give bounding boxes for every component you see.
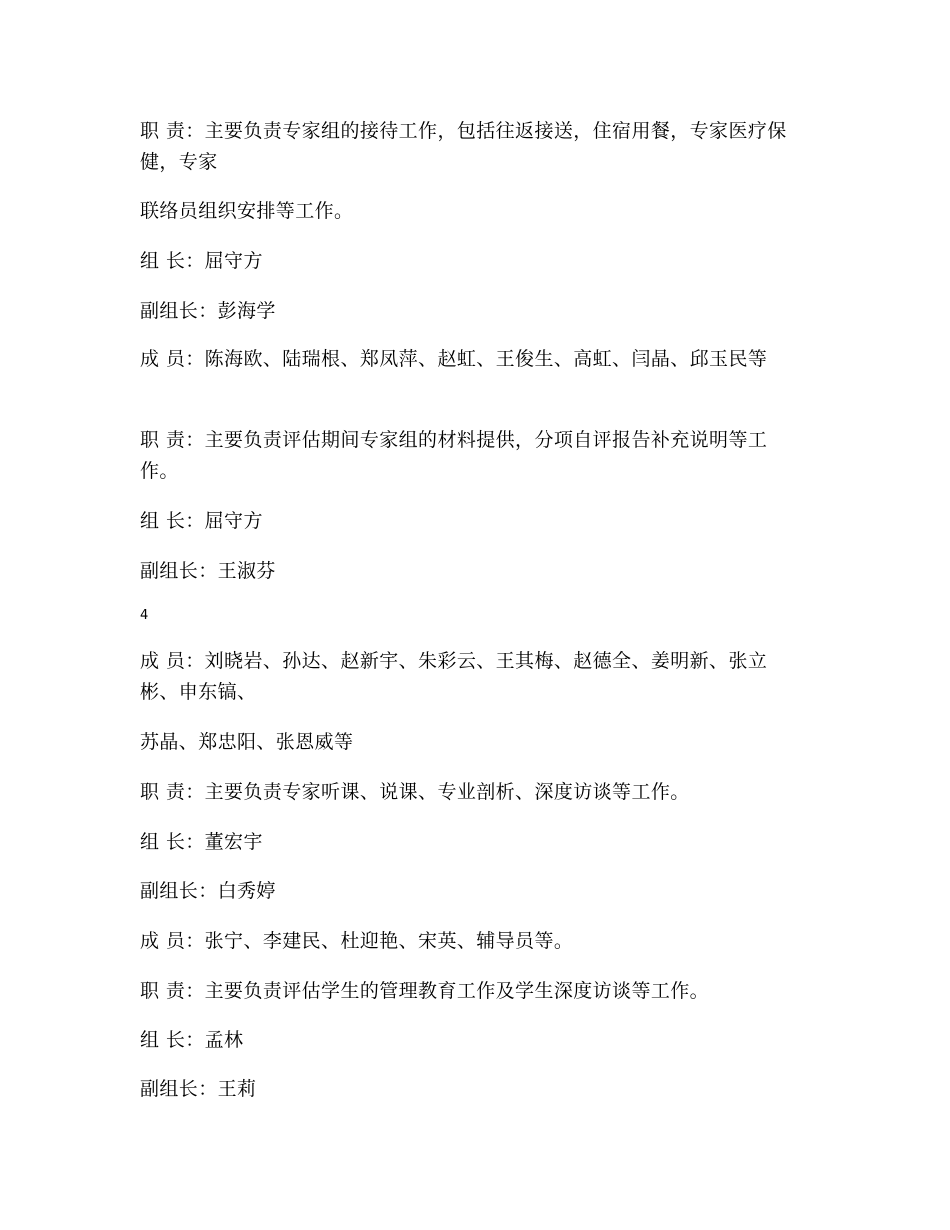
page-number: 4 [140,608,149,623]
duty-paragraph-continuation: 联络员组织安排等工作。 [140,200,354,222]
deputy-leader-line: 副组长：白秀婷 [140,880,276,902]
duty-paragraph-students: 职 责：主要负责评估学生的管理教育工作及学生深度访谈等工作。 [140,980,710,1002]
duty-paragraph-lectures: 职 责：主要负责专家听课、说课、专业剖析、深度访谈等工作。 [140,781,690,803]
deputy-leader-line: 副组长：彭海学 [140,300,276,322]
duty-paragraph-materials: 职 责：主要负责评估期间专家组的材料提供，分项自评报告补充说明等工作。 [140,429,768,482]
group-leader-line: 组 长：屈守方 [140,510,263,532]
members-line: 成 员：陈海欧、陆瑞根、郑凤萍、赵虹、王俊生、高虹、闫晶、邱玉民等 [140,348,768,370]
members-line: 成 员：张宁、李建民、杜迎艳、宋英、辅导员等。 [140,930,574,952]
group-leader-line: 组 长：孟林 [140,1029,244,1051]
group-leader-line: 组 长：屈守方 [140,250,263,272]
members-line: 成 员：刘晓岩、孙达、赵新宇、朱彩云、王其梅、赵德全、姜明新、张立彬、申东镐、 [140,650,768,703]
deputy-leader-line: 副组长：王莉 [140,1078,257,1100]
members-line-continuation: 苏晶、郑忠阳、张恩威等 [140,731,354,753]
deputy-leader-line: 副组长：王淑芬 [140,560,276,582]
duty-paragraph-reception: 职 责：主要负责专家组的接待工作，包括往返接送，住宿用餐，专家医疗保健，专家 [140,120,787,173]
group-leader-line: 组 长：董宏宇 [140,831,263,853]
